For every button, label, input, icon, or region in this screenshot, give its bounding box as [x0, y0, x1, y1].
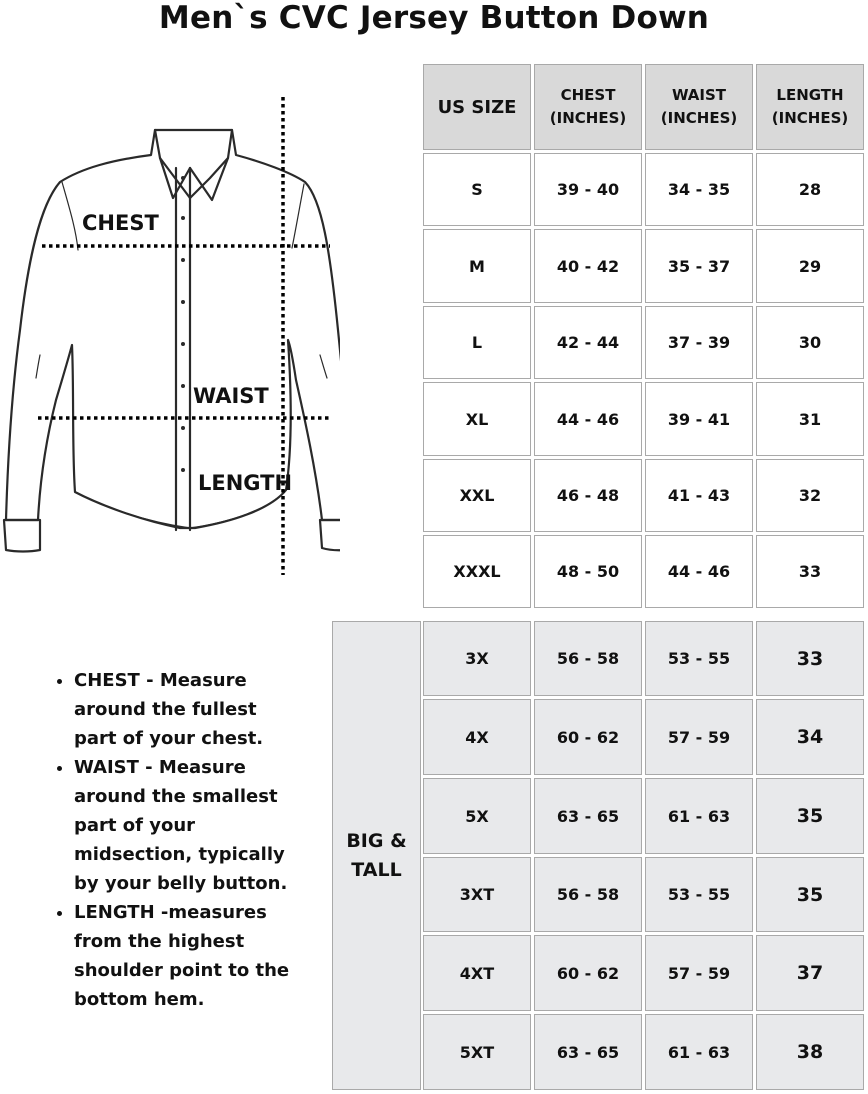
big-tall-label: BIG & TALL [332, 621, 421, 1090]
chest-cell: 46 - 48 [534, 459, 642, 532]
waist-cell: 61 - 63 [645, 1014, 753, 1090]
size-cell: 4X [423, 699, 531, 775]
waist-cell: 34 - 35 [645, 153, 753, 226]
length-cell: 34 [756, 699, 864, 775]
chest-cell: 63 - 65 [534, 778, 642, 854]
chest-cell: 56 - 58 [534, 857, 642, 932]
size-cell: S [423, 153, 531, 226]
length-cell: 33 [756, 621, 864, 696]
size-cell: XL [423, 382, 531, 456]
waist-cell: 53 - 55 [645, 621, 753, 696]
waist-label: WAIST [193, 384, 269, 408]
waist-cell: 35 - 37 [645, 229, 753, 303]
waist-cell: 57 - 59 [645, 699, 753, 775]
header-length: LENGTH (INCHES) [756, 64, 864, 150]
waist-cell: 44 - 46 [645, 535, 753, 608]
length-cell: 29 [756, 229, 864, 303]
header-us-size: US SIZE [423, 64, 531, 150]
length-cell: 35 [756, 857, 864, 932]
chest-cell: 44 - 46 [534, 382, 642, 456]
waist-cell: 41 - 43 [645, 459, 753, 532]
chest-cell: 42 - 44 [534, 306, 642, 379]
chest-cell: 48 - 50 [534, 535, 642, 608]
header-chest: CHEST (INCHES) [534, 64, 642, 150]
measurement-notes [52, 666, 292, 1014]
chest-cell: 56 - 58 [534, 621, 642, 696]
chest-cell: 60 - 62 [534, 935, 642, 1011]
chest-cell: 63 - 65 [534, 1014, 642, 1090]
length-cell: 35 [756, 778, 864, 854]
size-cell: 3X [423, 621, 531, 696]
waist-cell: 39 - 41 [645, 382, 753, 456]
size-cell: 5X [423, 778, 531, 854]
size-cell: XXXL [423, 535, 531, 608]
note-length: • LENGTH -measures from the highest shoulder point to the bottom hem. [74, 898, 292, 1014]
size-cell: L [423, 306, 531, 379]
size-cell: XXL [423, 459, 531, 532]
length-cell: 38 [756, 1014, 864, 1090]
waist-cell: 37 - 39 [645, 306, 753, 379]
length-cell: 31 [756, 382, 864, 456]
chest-cell: 40 - 42 [534, 229, 642, 303]
size-cell: 5XT [423, 1014, 531, 1090]
length-cell: 32 [756, 459, 864, 532]
waist-cell: 57 - 59 [645, 935, 753, 1011]
shirt-diagram-icon [0, 90, 340, 590]
size-cell: M [423, 229, 531, 303]
note-waist: • WAIST - Measure around the smallest part of your midsection, typically by your belly button. [74, 753, 292, 898]
length-cell: 28 [756, 153, 864, 226]
length-label: LENGTH [198, 471, 293, 495]
length-cell: 33 [756, 535, 864, 608]
page-title: Men`s CVC Jersey Button Down [158, 0, 710, 36]
length-cell: 30 [756, 306, 864, 379]
length-cell: 37 [756, 935, 864, 1011]
note-chest: • CHEST - Measure around the fullest part of your chest. [74, 666, 292, 753]
size-cell: 3XT [423, 857, 531, 932]
chest-label: CHEST [82, 211, 159, 235]
waist-cell: 53 - 55 [645, 857, 753, 932]
size-cell: 4XT [423, 935, 531, 1011]
header-waist: WAIST (INCHES) [645, 64, 753, 150]
waist-cell: 61 - 63 [645, 778, 753, 854]
chest-cell: 60 - 62 [534, 699, 642, 775]
chest-cell: 39 - 40 [534, 153, 642, 226]
